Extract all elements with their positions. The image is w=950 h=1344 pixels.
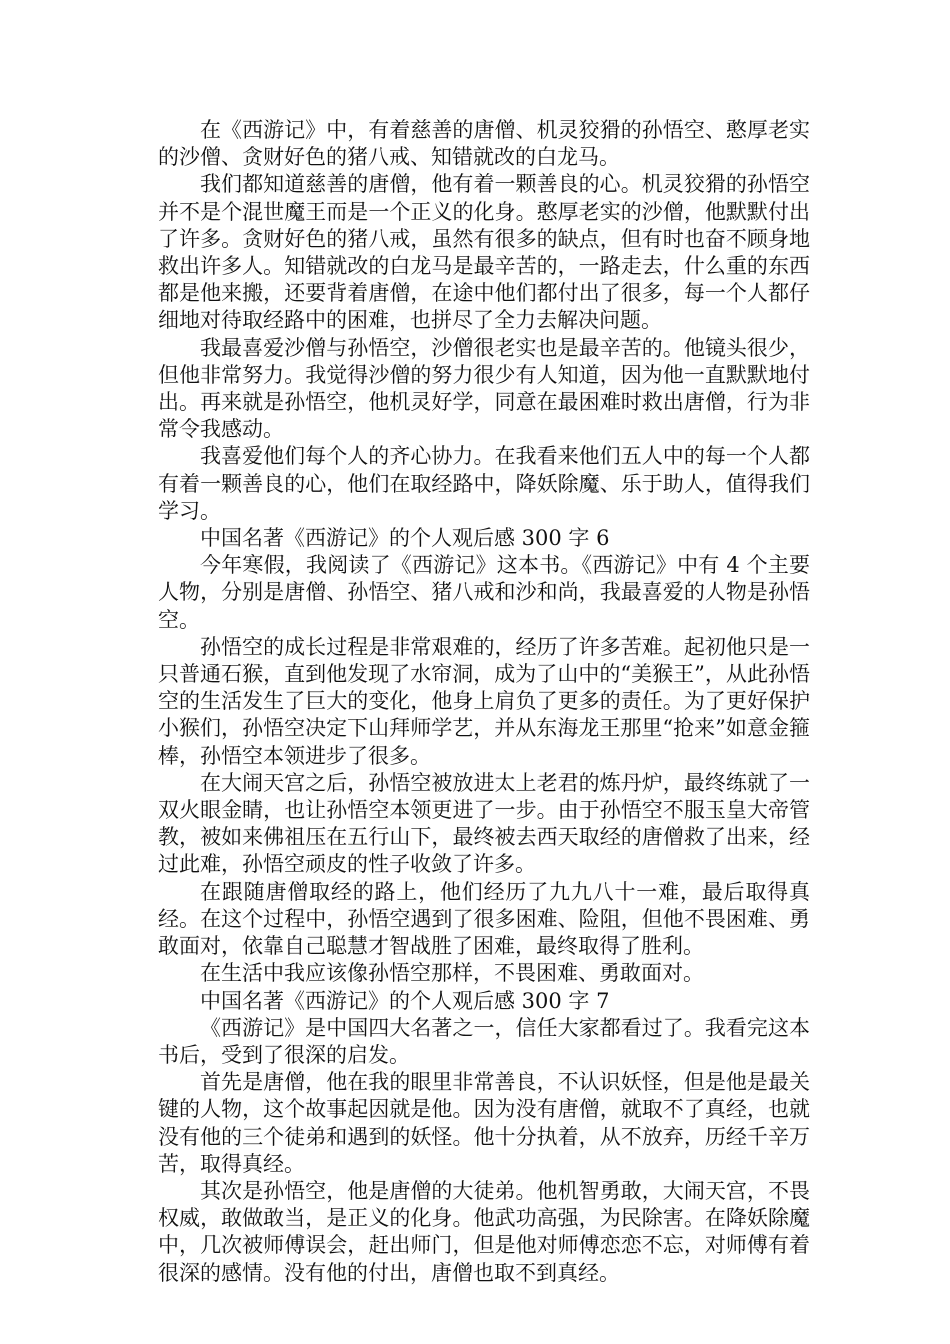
paragraph: 在《西游记》中，有着慈善的唐僧、机灵狡猾的孙悟空、憨厚老实的沙僧、贪财好色的猪八戒、知错就改的白龙马。 [158, 118, 810, 170]
paragraph: 在生活中我应该像孙悟空那样，不畏困难、勇敢面对。 [200, 961, 704, 986]
section-heading-6: 中国名著《西游记》的个人观后感 300 字 6 [200, 526, 610, 551]
paragraph: 我最喜爱沙僧与孙悟空，沙僧很老实也是最辛苦的。他镜头很少，但他非常努力。我觉得沙僧的努力很少有人知道，因为他一直默默地付出。再来就是孙悟空，他机灵好学，同意在最困难时救出唐僧，行为非常令我感动。 [158, 335, 810, 442]
paragraph: 其次是孙悟空，他是唐僧的大徒弟。他机智勇敢，大闹天宫，不畏权威，敢做敢当，是正义的化身。他武功高强，为民除害。在降妖除魔中，几次被师傅误会，赶出师门，但是他对师傅恋恋不忘，对师傅有着很深的感情。没有他的付出，唐僧也取不到真经。 [158, 1178, 810, 1285]
paragraph: 在跟随唐僧取经的路上，他们经历了九九八十一难，最后取得真经。在这个过程中，孙悟空遇到了很多困难、险阻，但他不畏困难、勇敢面对，依靠自己聪慧才智战胜了困难，最终取得了胜利。 [158, 879, 810, 959]
section-heading-7: 中国名著《西游记》的个人观后感 300 字 7 [200, 988, 610, 1013]
paragraph: 我喜爱他们每个人的齐心协力。在我看来他们五人中的每一个人都有着一颗善良的心，他们在取经路中，降妖除魔、乐于助人，值得我们学习。 [158, 444, 810, 523]
paragraph: 孙悟空的成长过程是非常艰难的，经历了许多苦难。起初他只是一只普通石猴，直到他发现了水帘洞，成为了山中的“美猴王”，从此孙悟空的生活发生了巨大的变化，他身上肩负了更多的责任。为了更好保护小猴们，孙悟空决定下山拜师学艺，并从东海龙王那里“抢来”如意金箍棒，孙悟空本领进步了很多。 [158, 634, 810, 768]
paragraph: 在大闹天宫之后，孙悟空被放进太上老君的炼丹炉，最终练就了一双火眼金睛，也让孙悟空本领更进了一步。由于孙悟空不服玉皇大帝管教，被如来佛祖压在五行山下，最终被去西天取经的唐僧救了出来，经过此难，孙悟空顽皮的性子收敛了许多。 [158, 770, 810, 877]
paragraph: 我们都知道慈善的唐僧，他有着一颗善良的心。机灵狡猾的孙悟空并不是个混世魔王而是一个正义的化身。憨厚老实的沙僧，他默默付出了许多。贪财好色的猪八戒，虽然有很多的缺点，但有时也奋不顾身地救出许多人。知错就改的白龙马是最辛苦的，一路走去，什么重的东西都是他来搬，还要背着唐僧，在途中他们都付出了很多，每一个人都仔细地对待取经路中的困难，也拼尽了全力去解决问题。 [158, 172, 810, 333]
paragraph: 今年寒假，我阅读了《西游记》这本书。《西游记》中有 4 个主要人物，分别是唐僧、孙悟空、猪八戒和沙和尚，我最喜爱的人物是孙悟空。 [158, 553, 810, 632]
paragraph: 《西游记》是中国四大名著之一，信任大家都看过了。我看完这本书后，受到了很深的启发。 [158, 1015, 810, 1067]
paragraph: 首先是唐僧，他在我的眼里非常善良，不认识妖怪，但是他是最关键的人物，这个故事起因就是他。因为没有唐僧，就取不了真经，也就没有他的三个徒弟和遇到的妖怪。他十分执着，从不放弃，历经千辛万苦，取得真经。 [158, 1070, 810, 1176]
document-body [158, 117, 810, 1287]
